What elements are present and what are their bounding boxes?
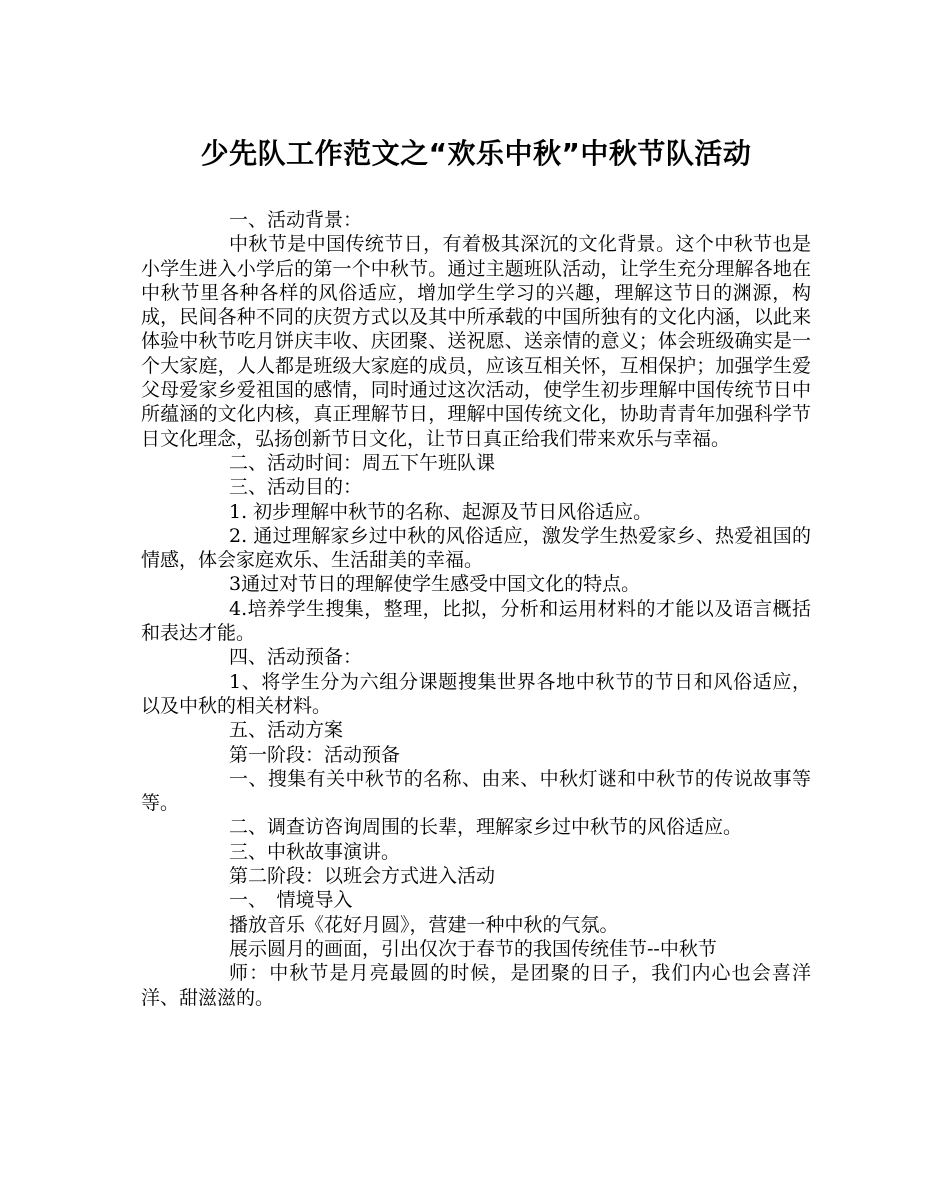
- paragraph-teacher: 师：中秋节是月亮最圆的时候，是团聚的日子，我们内心也会喜洋洋、甜滋滋的。: [141, 962, 811, 1009]
- document-body: [141, 208, 811, 1010]
- paragraph-purpose-4: 4.培养学生搜集，整理，比拟，分析和运用材料的才能以及语言概括和表达才能。: [141, 597, 811, 645]
- paragraph-stage-1-item-1: 一、搜集有关中秋节的名称、由来、中秋灯谜和中秋节的传说故事等等。: [141, 767, 811, 815]
- paragraph-music: 播放音乐《花好月圆》，营建一种中秋的气氛。: [229, 913, 619, 936]
- paragraph-moon-picture: 展示圆月的画面，引出仅次于春节的我国传统佳节--中秋节: [229, 937, 717, 960]
- paragraph-stage-2-item-1: 一、 情境导入: [229, 889, 353, 912]
- paragraph-plan-heading: 五、活动方案: [229, 719, 344, 742]
- paragraph-purpose-heading: 三、活动目的：: [229, 476, 363, 499]
- paragraph-purpose-3: 3通过对节日的理解使学生感受中国文化的特点。: [229, 573, 641, 596]
- paragraph-preparation-1: 1、将学生分为六组分课题搜集世界各地中秋节的节日和风俗适应，以及中秋的相关材料。: [141, 670, 811, 717]
- paragraph-background-heading: 一、活动背景：: [229, 209, 363, 231]
- paragraph-purpose-2: 2. 通过理解家乡过中秋的风俗适应，激发学生热爱家乡、热爱祖国的情感，体会家庭欢乐、生活甜美的幸福。: [141, 524, 811, 572]
- paragraph-stage-2: 第二阶段：以班会方式进入活动: [229, 865, 496, 888]
- paragraph-stage-1-item-2: 二、调查访咨询周围的长辈，理解家乡过中秋节的风俗适应。: [229, 816, 743, 839]
- document-page: [141, 132, 811, 1010]
- document-title: 少先队工作范文之“欢乐中秋”中秋节队活动: [200, 137, 752, 170]
- paragraph-purpose-1: 1. 初步理解中秋节的名称、起源及节日风俗适应。: [229, 500, 653, 523]
- paragraph-background-text: 中秋节是中国传统节日，有着极其深沉的文化背景。这个中秋节也是小学生进入小学后的第一个中秋节。通过主题班队活动，让学生充分理解各地在中秋节里各种各样的风俗适应，增加学生学习的兴趣，理解这节日的渊源，构成，民间各种不同的庆贺方式以及其中所承载的中国所独有的文化内涵，以此来体验中秋节吃月饼庆丰收、庆团聚、送祝愿、送亲情的意义；体会班级确实是一个大家庭，人人都是班级大家庭的成员，应该互相关怀，互相保护；加强学生爱父母爱家乡爱祖国的感情，同时通过这次活动，使学生初步理解中国传统节日中所蕴涵的文化内核，真正理解节日，理解中国传统文化，协助青青年加强科学节日文化理念，弘扬创新节日文化，让节日真正给我们带来欢乐与幸福。: [141, 233, 811, 450]
- paragraph-time: 二、活动时间：周五下午班队课: [229, 451, 496, 474]
- paragraph-preparation-heading: 四、活动预备：: [229, 646, 363, 669]
- paragraph-stage-1-item-3: 三、中秋故事演讲。: [229, 840, 401, 863]
- paragraph-stage-1: 第一阶段：活动预备: [229, 743, 401, 766]
